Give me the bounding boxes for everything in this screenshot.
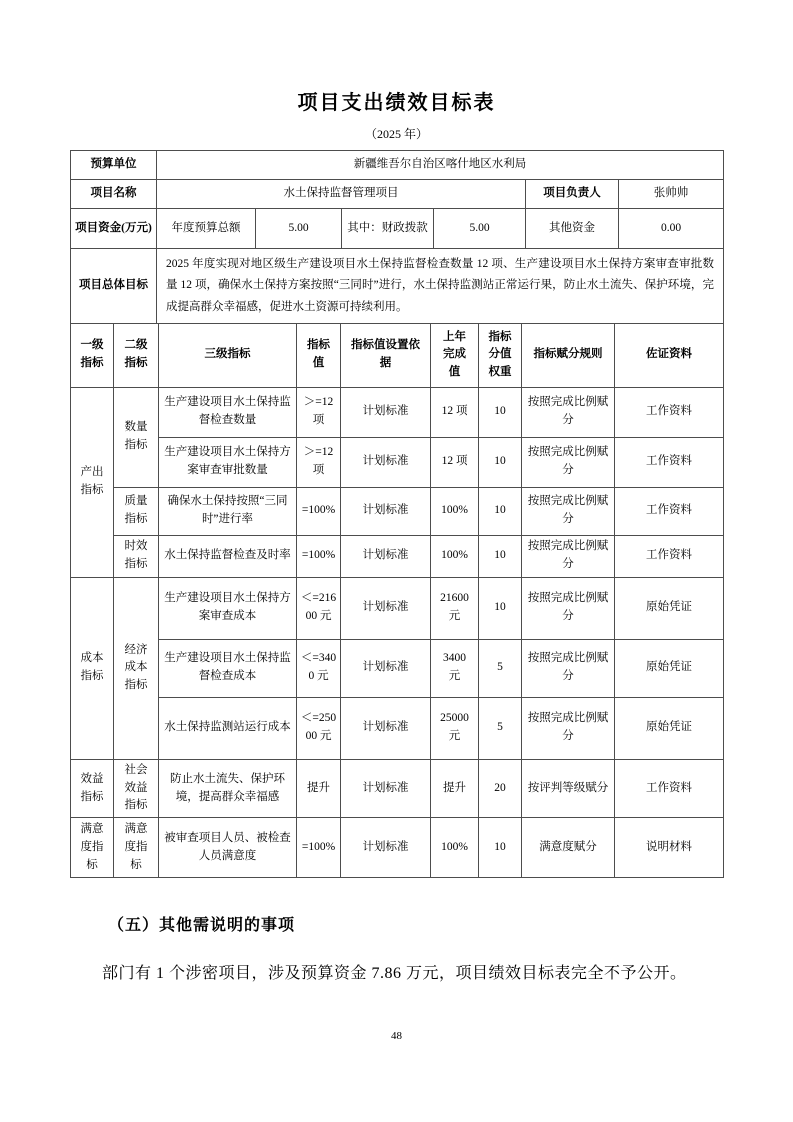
header-scoring-rule: 指标赋分规则 [522, 323, 615, 387]
value-cell: 提升 [297, 759, 341, 817]
scoring-rule-cell: 按照完成比例赋分 [522, 577, 615, 639]
level3-cell: 生产建设项目水土保持监督检查成本 [159, 639, 297, 697]
indicator-row [71, 387, 724, 437]
level1-cost: 成本指标 [71, 577, 114, 759]
weight-cell: 10 [479, 818, 522, 878]
level3-cell: 生产建设项目水土保持监督检查数量 [159, 387, 297, 437]
annual-budget-label: 年度预算总额 [157, 209, 256, 249]
scoring-rule-cell: 满意度赋分 [522, 818, 615, 878]
overall-goal-row [71, 249, 724, 324]
header-level3: 三级指标 [159, 323, 297, 387]
indicator-row [71, 759, 724, 817]
header-level2: 二级指标 [114, 323, 159, 387]
budget-unit-row [71, 151, 724, 180]
evidence-cell: 说明材料 [615, 818, 724, 878]
document-subtitle: （2025 年） [364, 127, 428, 141]
level3-cell: 水土保持监督检查及时率 [159, 535, 297, 577]
weight-cell: 10 [479, 535, 522, 577]
project-name-row [71, 180, 724, 209]
scoring-rule-cell: 按评判等级赋分 [522, 759, 615, 817]
indicator-row [71, 697, 724, 759]
last-year-cell: 21600 元 [431, 577, 479, 639]
level2-social-benefit: 社会效益指标 [114, 759, 159, 817]
level3-cell: 防止水土流失、保护环境，提高群众幸福感 [159, 759, 297, 817]
other-fund-value: 0.00 [619, 209, 724, 249]
header-evidence: 佐证资料 [615, 323, 724, 387]
level2-quantity: 数量指标 [114, 387, 159, 487]
last-year-cell: 100% [431, 535, 479, 577]
value-cell: ＜=21600 元 [297, 577, 341, 639]
overall-goal-label: 项目总体目标 [71, 249, 157, 324]
value-cell: =100% [297, 535, 341, 577]
level3-cell: 被审查项目人员、被检查人员满意度 [159, 818, 297, 878]
evidence-cell: 原始凭证 [615, 577, 724, 639]
evidence-cell: 工作资料 [615, 387, 724, 437]
basis-cell: 计划标准 [341, 577, 431, 639]
level2-timeliness: 时效指标 [114, 535, 159, 577]
evidence-cell: 原始凭证 [615, 639, 724, 697]
header-value: 指标值 [297, 323, 341, 387]
last-year-cell: 25000 元 [431, 697, 479, 759]
indicator-row [71, 487, 724, 535]
fiscal-alloc-value: 5.00 [434, 209, 526, 249]
annual-budget-value: 5.00 [256, 209, 342, 249]
level3-cell: 确保水土保持按照“三同时”进行率 [159, 487, 297, 535]
indicator-row [71, 437, 724, 487]
project-leader-label: 项目负责人 [526, 180, 619, 209]
notes-heading: （五）其他需说明的事项 [108, 917, 296, 935]
tables-container [70, 150, 723, 878]
value-cell: ＜=3400 元 [297, 639, 341, 697]
header-weight: 指标分值权重 [479, 323, 522, 387]
project-leader-value: 张帅帅 [619, 180, 724, 209]
indicator-row [71, 639, 724, 697]
basis-cell: 计划标准 [341, 387, 431, 437]
scoring-rule-cell: 按照完成比例赋分 [522, 639, 615, 697]
basis-cell: 计划标准 [341, 759, 431, 817]
weight-cell: 20 [479, 759, 522, 817]
indicator-row [71, 535, 724, 577]
budget-unit-value: 新疆维吾尔自治区喀什地区水利局 [157, 151, 724, 180]
last-year-cell: 12 项 [431, 387, 479, 437]
project-name-value: 水土保持监督管理项目 [157, 180, 526, 209]
level1-benefit: 效益指标 [71, 759, 114, 817]
evidence-cell: 工作资料 [615, 535, 724, 577]
scoring-rule-cell: 按照完成比例赋分 [522, 697, 615, 759]
evidence-cell: 工作资料 [615, 487, 724, 535]
basis-cell: 计划标准 [341, 535, 431, 577]
fiscal-alloc-label: 其中：财政拨款 [342, 209, 434, 249]
project-name-label: 项目名称 [71, 180, 157, 209]
basis-cell: 计划标准 [341, 818, 431, 878]
evidence-cell: 工作资料 [615, 759, 724, 817]
evidence-cell: 工作资料 [615, 437, 724, 487]
weight-cell: 10 [479, 387, 522, 437]
last-year-cell: 3400 元 [431, 639, 479, 697]
basis-cell: 计划标准 [341, 697, 431, 759]
other-fund-label: 其他资金 [526, 209, 619, 249]
scoring-rule-cell: 按照完成比例赋分 [522, 487, 615, 535]
last-year-cell: 100% [431, 818, 479, 878]
weight-cell: 5 [479, 697, 522, 759]
budget-unit-label: 预算单位 [71, 151, 157, 180]
value-cell: =100% [297, 818, 341, 878]
value-cell: =100% [297, 487, 341, 535]
level2-satisfaction: 满意度指标 [114, 818, 159, 878]
notes-section [70, 912, 723, 996]
scoring-rule-cell: 按照完成比例赋分 [522, 535, 615, 577]
indicator-row [71, 577, 724, 639]
document-title: 项目支出绩效目标表 [297, 92, 496, 114]
page-number: 48 [391, 1030, 402, 1042]
evidence-cell: 原始凭证 [615, 697, 724, 759]
level2-economic-cost: 经济成本指标 [114, 577, 159, 759]
header-basis: 指标值设置依据 [341, 323, 431, 387]
level1-output: 产出指标 [71, 387, 114, 577]
weight-cell: 5 [479, 639, 522, 697]
value-cell: ＞=12 项 [297, 437, 341, 487]
notes-paragraph: 部门有 1 个涉密项目，涉及预算资金 7.86 万元，项目绩效目标表完全不予公开。 [102, 965, 687, 983]
project-fund-row [71, 209, 724, 249]
basis-cell: 计划标准 [341, 437, 431, 487]
weight-cell: 10 [479, 437, 522, 487]
scoring-rule-cell: 按照完成比例赋分 [522, 437, 615, 487]
basis-cell: 计划标准 [341, 487, 431, 535]
indicator-table [70, 323, 724, 878]
header-level1: 一级指标 [71, 323, 114, 387]
level3-cell: 水土保持监测站运行成本 [159, 697, 297, 759]
overall-goal-value: 2025 年度实现对地区级生产建设项目水土保持监督检查数量 12 项、生产建设项目水土保持方案审查审批数量 12 项，确保水土保持方案按照“三同时”进行，水土保持监测站正常运行果，防止水土流失、保护环境，完成提高群众幸福感，促进水土资源可持续利用。 [157, 249, 724, 324]
last-year-cell: 100% [431, 487, 479, 535]
header-last-year: 上年完成值 [431, 323, 479, 387]
level2-quality: 质量指标 [114, 487, 159, 535]
indicator-row [71, 818, 724, 878]
level1-satisfaction: 满意度指标 [71, 818, 114, 878]
last-year-cell: 提升 [431, 759, 479, 817]
weight-cell: 10 [479, 487, 522, 535]
level3-cell: 生产建设项目水土保持方案审查成本 [159, 577, 297, 639]
project-info-table [70, 150, 724, 324]
basis-cell: 计划标准 [341, 639, 431, 697]
value-cell: ＞=12 项 [297, 387, 341, 437]
weight-cell: 10 [479, 577, 522, 639]
scoring-rule-cell: 按照完成比例赋分 [522, 387, 615, 437]
value-cell: ＜=25000 元 [297, 697, 341, 759]
last-year-cell: 12 项 [431, 437, 479, 487]
project-fund-label: 项目资金(万元) [71, 209, 157, 249]
indicator-header-row [71, 323, 724, 387]
level3-cell: 生产建设项目水土保持方案审查审批数量 [159, 437, 297, 487]
